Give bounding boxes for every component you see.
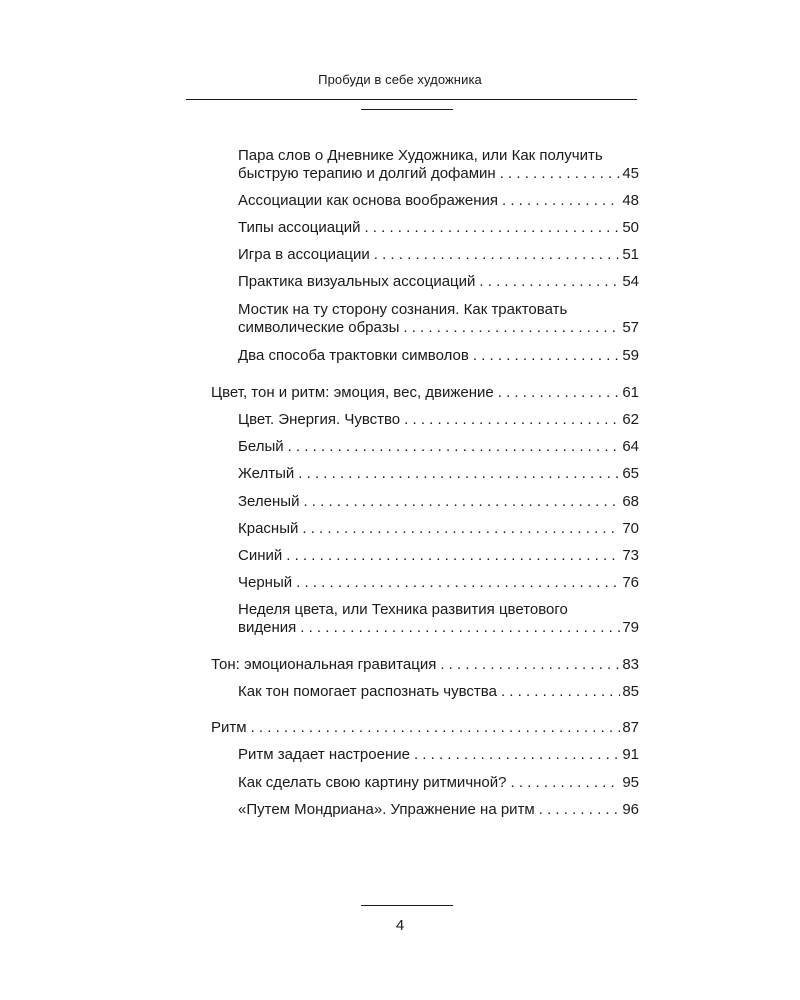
toc-leader-dots <box>374 246 621 264</box>
toc-entry-title: Ритм задает настроение <box>238 746 410 763</box>
toc-entry[interactable] <box>238 301 639 337</box>
toc-entry-title: Типы ассоциаций <box>238 219 361 236</box>
toc-page-number: 50 <box>622 219 639 236</box>
toc-leader-dots <box>288 438 621 456</box>
toc-page-number: 73 <box>622 547 639 564</box>
toc-entry[interactable] <box>238 774 639 792</box>
toc-entry-title: Игра в ассоциации <box>238 246 370 263</box>
toc-chapter[interactable] <box>211 719 639 737</box>
toc-entry[interactable] <box>238 465 639 483</box>
toc-leader-dots <box>302 520 620 538</box>
toc-entry-title: видения <box>238 619 297 636</box>
toc-entry[interactable] <box>238 574 639 592</box>
toc-chapter[interactable] <box>211 384 639 402</box>
toc-entry[interactable] <box>238 493 639 511</box>
toc-leader-dots <box>300 619 620 637</box>
running-head: Пробуди в себе художника <box>318 72 482 87</box>
toc-entry-title-line1: Мостик на ту сторону сознания. Как трактовать <box>238 301 568 318</box>
toc-chapter-title: Цвет, тон и ритм: эмоция, вес, движение <box>211 384 494 401</box>
toc-leader-dots <box>500 165 621 183</box>
toc-leader-dots <box>403 319 620 337</box>
toc-entry[interactable] <box>238 273 639 291</box>
toc-page-number: 87 <box>622 719 639 736</box>
toc-entry-title: Цвет. Энергия. Чувство <box>238 411 401 428</box>
toc-leader-dots <box>296 574 620 592</box>
toc-entry-title: Желтый <box>238 465 295 482</box>
toc-entry-title-line1: Пара слов о Дневнике Художника, или Как получить <box>238 147 603 164</box>
toc-entry-title: Синий <box>238 547 283 564</box>
toc-page-number: 51 <box>622 246 639 263</box>
toc-entry-title: Белый <box>238 438 284 455</box>
toc-entry[interactable] <box>238 347 639 365</box>
toc-leader-dots <box>502 192 620 210</box>
toc-leader-dots <box>539 801 621 819</box>
toc-entry[interactable] <box>238 246 639 264</box>
toc-page-number: 65 <box>622 465 639 482</box>
toc-entry-title: Как тон помогает распознать чувства <box>238 683 497 700</box>
toc-leader-dots <box>473 347 620 365</box>
toc-entry[interactable] <box>238 219 639 237</box>
page-number: 4 <box>395 917 405 934</box>
toc-page-number: 85 <box>622 683 639 700</box>
toc-page-number: 96 <box>622 801 639 818</box>
toc-page-number: 62 <box>622 411 639 428</box>
footer-rule <box>361 905 453 906</box>
toc-leader-dots <box>440 656 620 674</box>
toc-leader-dots <box>510 774 620 792</box>
toc-entry-title: быструю терапию и долгий дофамин <box>238 165 496 182</box>
toc-leader-dots <box>298 465 620 483</box>
toc-entry-title: Зеленый <box>238 493 300 510</box>
toc-entry[interactable] <box>238 438 639 456</box>
toc-entry[interactable] <box>238 683 639 701</box>
toc-entry[interactable] <box>238 801 639 819</box>
toc-chapter[interactable] <box>211 656 639 674</box>
toc-entry-title: Ассоциации как основа воображения <box>238 192 499 209</box>
toc-page-number: 70 <box>622 520 639 537</box>
toc-page-number: 95 <box>622 774 639 791</box>
toc-entry-title: Практика визуальных ассоциаций <box>238 273 476 290</box>
toc-page-number: 57 <box>622 319 639 336</box>
toc-page-number: 68 <box>622 493 639 510</box>
toc-leader-dots <box>479 273 620 291</box>
toc-leader-dots <box>498 384 621 402</box>
toc-leader-dots <box>501 683 620 701</box>
toc-entry-title: Черный <box>238 574 293 591</box>
toc-entry[interactable] <box>238 411 639 429</box>
toc-entry[interactable] <box>238 746 639 764</box>
toc-page-number: 83 <box>622 656 639 673</box>
toc-page-number: 61 <box>622 384 639 401</box>
toc-leader-dots <box>364 219 620 237</box>
toc-page-number: 59 <box>622 347 639 364</box>
toc-entry-title: «Путем Мондриана». Упражнение на ритм <box>238 801 535 818</box>
toc-entry[interactable] <box>238 192 639 210</box>
toc-leader-dots <box>251 719 621 737</box>
toc-entry[interactable] <box>238 520 639 538</box>
toc-entry-title-line1: Неделя цвета, или Техника развития цветового <box>238 601 568 618</box>
toc-page-number: 54 <box>622 273 639 290</box>
toc-page-number: 76 <box>622 574 639 591</box>
toc-page-number: 45 <box>622 165 639 182</box>
toc-chapter-title: Ритм <box>211 719 247 736</box>
toc-entry-title: Красный <box>238 520 299 537</box>
toc-entry-title: символические образы <box>238 319 400 336</box>
toc-entry-title: Два способа трактовки символов <box>238 347 469 364</box>
toc-entry[interactable] <box>238 601 639 637</box>
toc-entry-title: Как сделать свою картину ритмичной? <box>238 774 507 791</box>
toc-chapter-title: Тон: эмоциональная гравитация <box>211 656 437 673</box>
toc-leader-dots <box>303 493 620 511</box>
toc-entry[interactable] <box>238 147 639 183</box>
toc-leader-dots <box>414 746 620 764</box>
toc-page-number: 64 <box>622 438 639 455</box>
toc-entry[interactable] <box>238 547 639 565</box>
toc-page-number: 48 <box>622 192 639 209</box>
toc-page-number: 91 <box>622 746 639 763</box>
toc-leader-dots <box>286 547 620 565</box>
toc-page-number: 79 <box>622 619 639 636</box>
toc-leader-dots <box>404 411 620 429</box>
